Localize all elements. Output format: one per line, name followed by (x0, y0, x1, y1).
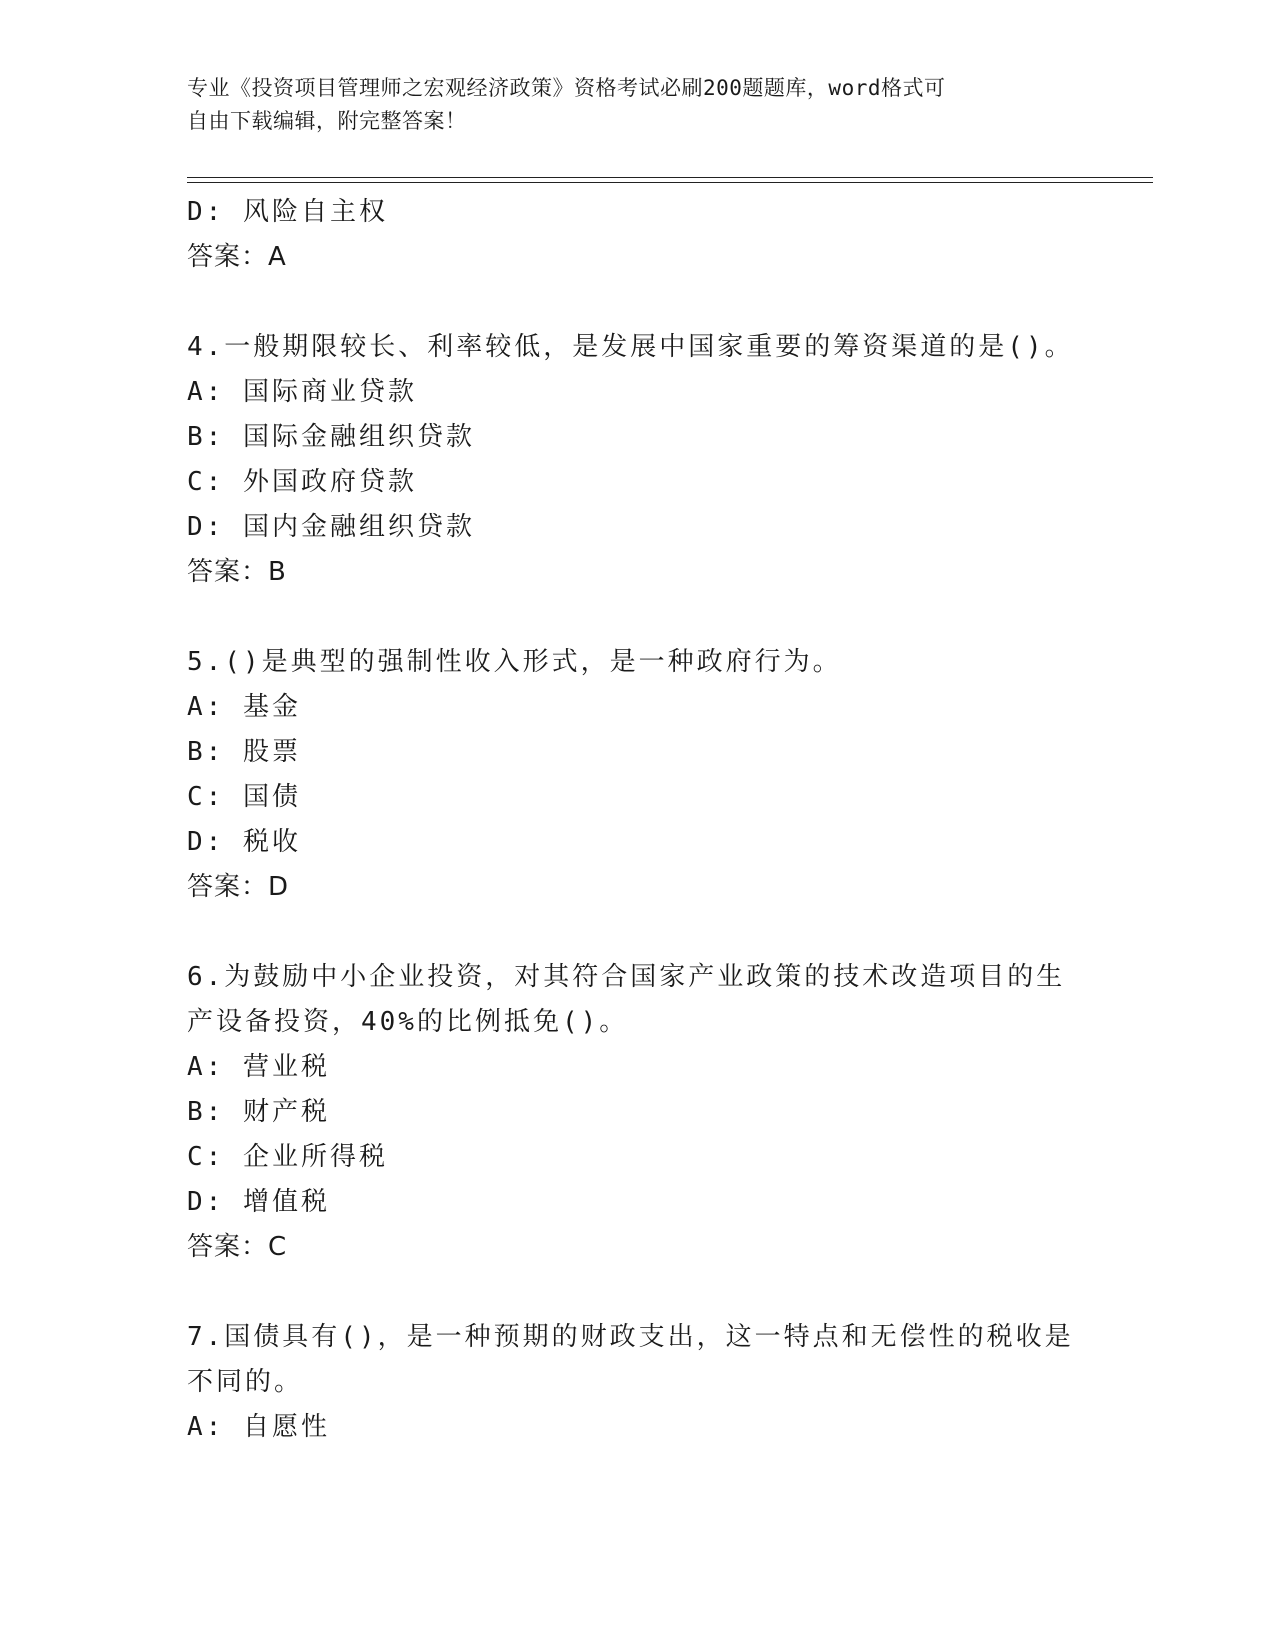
option-a: A: 自愿性 (187, 1412, 330, 1442)
page-header (187, 72, 1087, 138)
answer: 答案：A (187, 242, 287, 272)
option-a: A: 国际商业贷款 (187, 377, 417, 407)
header-title-line-2: 自由下载编辑，附完整答案！ (187, 109, 467, 133)
spacer (187, 910, 1087, 955)
question-list (187, 190, 1087, 1450)
question-stem-line-1: 6.为鼓励中小企业投资，对其符合国家产业政策的技术改造项目的生 (187, 962, 1066, 992)
answer: 答案：D (187, 872, 290, 902)
option-c: C: 国债 (187, 782, 301, 812)
spacer (187, 595, 1087, 640)
header-divider-top (187, 177, 1153, 178)
option-d: D: 税收 (187, 827, 301, 857)
option-d: D: 风险自主权 (187, 197, 388, 227)
option-a: A: 基金 (187, 692, 301, 722)
question-4 (187, 325, 1087, 595)
question-stem-line-2: 不同的。 (187, 1367, 304, 1397)
option-c: C: 外国政府贷款 (187, 467, 417, 497)
spacer (187, 280, 1087, 325)
option-d: D: 增值税 (187, 1187, 330, 1217)
question-3 (187, 190, 1087, 280)
header-divider-bottom (187, 182, 1153, 183)
question-stem-line-1: 7.国债具有()，是一种预期的财政支出，这一特点和无偿性的税收是 (187, 1322, 1074, 1352)
question-stem: 4.一般期限较长、利率较低，是发展中国家重要的筹资渠道的是()。 (187, 332, 1074, 362)
option-a: A: 营业税 (187, 1052, 330, 1082)
question-stem: 5.()是典型的强制性收入形式，是一种政府行为。 (187, 647, 842, 677)
option-b: B: 财产税 (187, 1097, 330, 1127)
answer: 答案：B (187, 557, 287, 587)
question-6 (187, 955, 1087, 1270)
question-7 (187, 1315, 1087, 1450)
header-title-line-1: 专业《投资项目管理师之宏观经济政策》资格考试必刷200题题库，word格式可 (187, 76, 946, 100)
question-stem-line-2: 产设备投资，40%的比例抵免()。 (187, 1007, 629, 1037)
option-b: B: 国际金融组织贷款 (187, 422, 475, 452)
option-d: D: 国内金融组织贷款 (187, 512, 475, 542)
option-b: B: 股票 (187, 737, 301, 767)
option-c: C: 企业所得税 (187, 1142, 388, 1172)
question-5 (187, 640, 1087, 910)
spacer (187, 1270, 1087, 1315)
answer: 答案：C (187, 1232, 288, 1262)
